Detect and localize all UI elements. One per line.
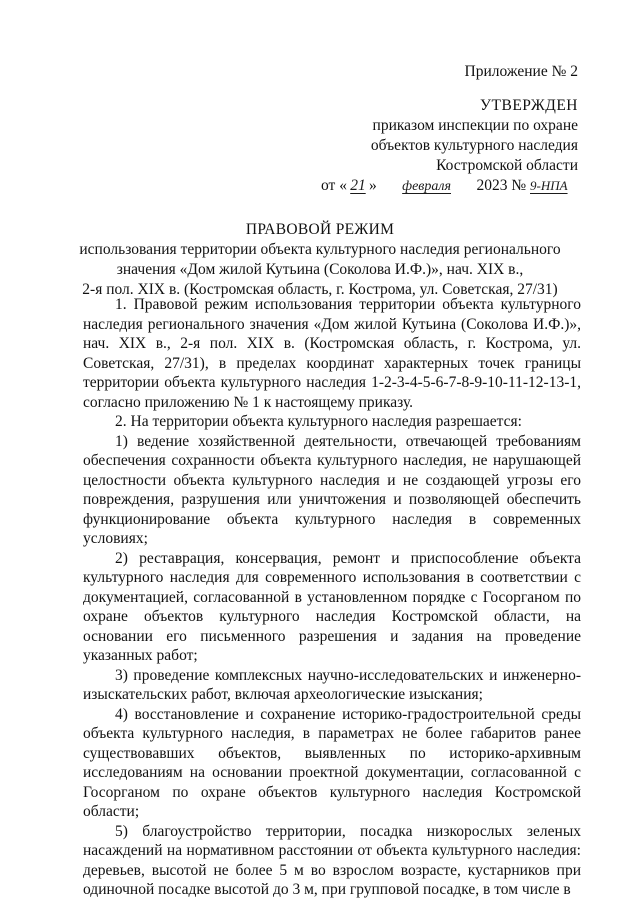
order-line bbox=[258, 176, 578, 197]
paragraph: 3) проведение комплексных научно-исследовательских и инженерно-изыскательских работ, включая археологические изыскания; bbox=[83, 666, 581, 703]
document-title: ПРАВОВОЙ РЕЖИМ bbox=[245, 221, 395, 238]
paragraph: 2. На территории объекта культурного наследия разрешается: bbox=[115, 413, 522, 430]
paragraph: 2) реставрация, консервация, ремонт и приспособление объекта культурного наследия для современного использования в соответствии с документацией, согласованной в установленном порядке с Госорганом по охране объектов культурного наследия Костромской области, на основании его письменного разрешения и задания на проведение указанных работ; bbox=[83, 549, 581, 664]
paragraph: 1) ведение хозяйственной деятельности, отвечающей требованиям обеспечения сохранности объекта культурного наследия, не нарушающей целостности объекта культурного наследия и не создающей угрозы его повреждения, разрушения или уничтожения и позволяющей обеспечить функционирование объекта культурного наследия в современных условиях; bbox=[83, 432, 581, 547]
approval-block bbox=[258, 96, 578, 197]
approval-line: приказом инспекции по охране bbox=[372, 117, 578, 134]
order-mid: » bbox=[368, 177, 377, 194]
approval-line: объектов культурного наследия bbox=[370, 137, 578, 154]
approval-line: Костромской области bbox=[436, 157, 578, 174]
appendix-label: Приложение № 2 bbox=[464, 63, 578, 80]
order-day-handwritten: 21 bbox=[350, 177, 366, 194]
order-year: 2023 № bbox=[476, 177, 527, 194]
order-number-handwritten: 9-НПА bbox=[530, 178, 568, 193]
approval-title: УТВЕРЖДЕН bbox=[480, 97, 578, 114]
order-prefix: от « bbox=[321, 177, 347, 194]
paragraph: 4) восстановление и сохранение историко-градостроительной среды объекта культурного наследия, в параметрах не более габаритов ранее существовавших объектов, выявленных по историко-архивным исследованиям на основании проектной документации, согласованной с Госорганом по охране объектов культурного наследия Костромской области; bbox=[83, 705, 581, 820]
document-title-block bbox=[60, 220, 580, 300]
paragraph: 1. Правовой режим использования территории объекта культурного наследия регионального значения «Дом жилой Кутьина (Соколова И.Ф.)», нач. XIX в., 2-я пол. XIX в. (Костромская область, г. Кострома, ул. Советская, 27/31), в пределах координат характерных точек границы территории объекта культурного наследия 1-2-3-4-5-6-7-8-9-10-11-12-13-1, согласно приложению № 1 к настоящему приказу. bbox=[83, 296, 581, 411]
document-subtitle-line: 2-я пол. XIX в. (Костромская область, г. Кострома, ул. Советская, 27/31) bbox=[82, 281, 558, 298]
paragraph: 5) благоустройство территории, посадка низкорослых зеленых насаждений на нормативном расстоянии от объекта культурного наследия: деревьев, высотой не более 5 м во взрослом возрасте, кустарников при одиночной посадке высотой до 3 м, при групповой посадке, в том числе в bbox=[83, 822, 581, 898]
order-month-handwritten: февраля bbox=[402, 179, 451, 194]
document-subtitle-line: использования территории объекта культурного наследия регионального bbox=[79, 241, 561, 258]
document-subtitle-line: значения «Дом жилой Кутьина (Соколова И.Ф.)», нач. XIX в., bbox=[116, 261, 524, 278]
document-body bbox=[83, 295, 581, 900]
